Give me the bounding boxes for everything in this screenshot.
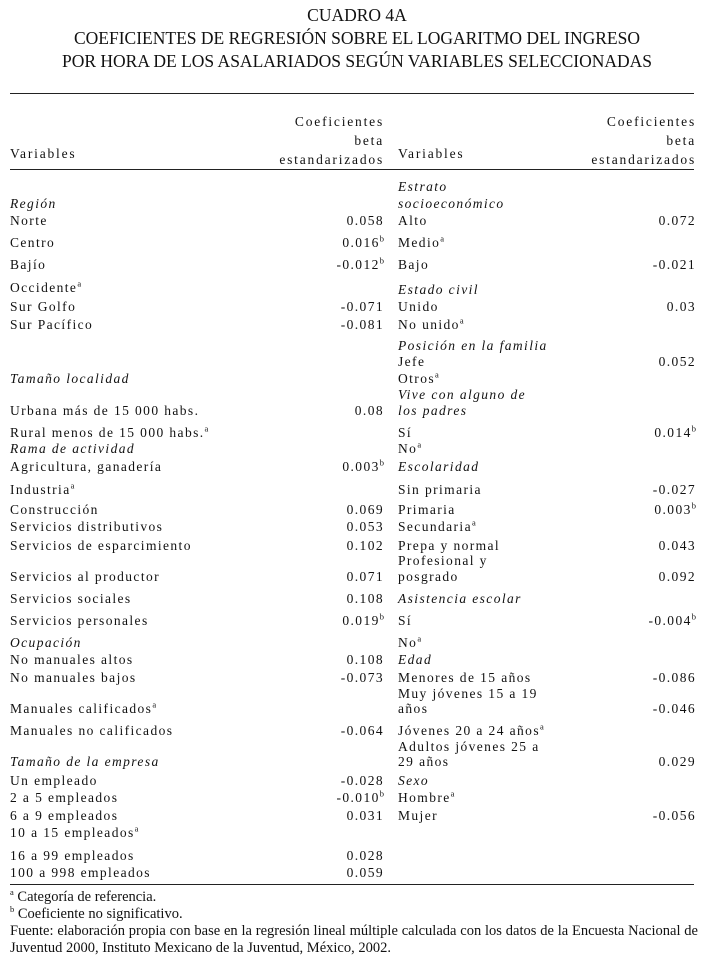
value-text: -0.012 xyxy=(336,257,380,272)
label-text: Rural menos de 15 000 habs. xyxy=(10,425,205,440)
label-text: Hombre xyxy=(398,790,451,805)
value-text: -0.021 xyxy=(652,257,696,272)
variable-label xyxy=(10,590,132,607)
label-text: Tamaño de la empresa xyxy=(10,754,160,769)
coefficient-value xyxy=(341,298,384,315)
coefficient-value xyxy=(654,424,696,441)
label-text: Servicios al productor xyxy=(10,569,161,584)
variable-label xyxy=(10,279,81,296)
variable-label xyxy=(10,481,74,498)
variable-label xyxy=(10,722,173,739)
label-text: Norte xyxy=(10,213,48,228)
variable-label xyxy=(10,669,137,686)
significance-mark: b xyxy=(379,457,384,468)
value-text: 0.08 xyxy=(354,403,384,418)
reference-mark: a xyxy=(417,439,422,450)
label-text: Prepa y normal xyxy=(398,538,501,553)
reference-mark: a xyxy=(459,315,464,326)
label-text: Servicios de esparcimiento xyxy=(10,538,192,553)
value-text: 0.108 xyxy=(346,652,384,667)
reference-mark: a xyxy=(539,721,544,732)
value-text: -0.064 xyxy=(340,723,384,738)
coefficient-value xyxy=(659,353,696,370)
variable-label xyxy=(10,537,192,554)
variable-label xyxy=(398,518,476,535)
variable-label xyxy=(398,370,439,387)
coefficient-value xyxy=(347,518,384,535)
variable-label xyxy=(398,256,429,273)
value-text: 0.03 xyxy=(666,299,696,314)
variable-label xyxy=(10,612,149,629)
value-text: 0.028 xyxy=(346,848,384,863)
label-text: Jóvenes 20 a 24 años xyxy=(398,723,540,738)
coefficient-value xyxy=(653,669,696,686)
coefficient-value xyxy=(347,847,384,864)
value-text: 0.043 xyxy=(658,538,696,553)
variable-label xyxy=(10,807,118,824)
label-text: Construcción xyxy=(10,502,99,517)
reference-mark: a xyxy=(450,788,455,799)
significance-mark: b xyxy=(379,233,384,244)
section-heading xyxy=(398,772,429,789)
variable-label xyxy=(10,651,134,668)
variable-label xyxy=(10,847,135,864)
label-text: No xyxy=(398,635,418,650)
variable-label xyxy=(10,518,163,535)
coefficient-value xyxy=(347,568,384,585)
coefficient-value xyxy=(336,256,384,273)
section-heading xyxy=(398,458,479,475)
header-coef-line1: Coeficientes xyxy=(294,114,384,129)
value-text: 0.053 xyxy=(346,519,384,534)
table-title-line2: COEFICIENTES DE REGRESIÓN SOBRE EL LOGARITMO DEL INGRESO xyxy=(74,28,640,48)
label-text: Sur Golfo xyxy=(10,299,77,314)
value-text: -0.046 xyxy=(652,701,696,716)
reference-mark: a xyxy=(152,699,157,710)
coefficient-value xyxy=(347,501,384,518)
footnote-b xyxy=(10,906,698,923)
variable-label xyxy=(398,298,439,315)
variable-label xyxy=(10,824,138,841)
variable-label xyxy=(10,458,162,475)
label-text: Secundaria xyxy=(398,519,472,534)
coefficient-value xyxy=(342,612,384,629)
coefficient-value xyxy=(659,537,696,554)
variable-label xyxy=(398,552,488,569)
section-heading xyxy=(398,590,522,607)
variable-label xyxy=(398,501,456,518)
coefficient-value xyxy=(347,864,384,881)
variable-label xyxy=(10,316,93,333)
significance-mark: b xyxy=(691,500,696,511)
significance-mark: b xyxy=(691,423,696,434)
variable-label xyxy=(398,481,482,498)
label-text: Sur Pacífico xyxy=(10,317,94,332)
coefficient-value xyxy=(659,753,696,770)
coefficient-value xyxy=(342,458,384,475)
label-text: No manuales altos xyxy=(10,652,134,667)
label-text: 6 a 9 empleados xyxy=(10,808,119,823)
header-coef-left xyxy=(279,112,384,169)
label-text: Edad xyxy=(398,652,433,667)
footnote-b-text: Coeficiente no significativo. xyxy=(14,906,183,922)
variable-label xyxy=(398,700,428,717)
label-text: 10 a 15 empleados xyxy=(10,825,135,840)
label-text: Muy jóvenes 15 a 19 xyxy=(398,686,538,701)
label-text: años xyxy=(398,701,429,716)
value-text: 0.108 xyxy=(346,591,384,606)
variable-label xyxy=(10,424,208,441)
value-text: 0.069 xyxy=(346,502,384,517)
coefficient-value xyxy=(347,590,384,607)
variable-label xyxy=(10,212,48,229)
label-text: Tamaño localidad xyxy=(10,371,130,386)
label-text: Estrato xyxy=(398,179,448,194)
value-text: 0.052 xyxy=(658,354,696,369)
coefficient-value xyxy=(653,700,696,717)
footnote-b-mark: b xyxy=(10,904,15,915)
label-text: los padres xyxy=(398,403,468,418)
reference-mark: a xyxy=(471,517,476,528)
value-text: -0.004 xyxy=(648,613,692,628)
variable-label xyxy=(10,256,46,273)
label-text: Sin primaria xyxy=(398,482,482,497)
label-text: socioeconómico xyxy=(398,196,505,211)
label-text: 29 años xyxy=(398,754,450,769)
footnote-a xyxy=(10,889,698,906)
variable-label xyxy=(398,789,454,806)
value-text: -0.010 xyxy=(336,790,380,805)
label-text: Bajío xyxy=(10,257,47,272)
header-rule xyxy=(10,169,694,170)
coefficient-value xyxy=(341,722,384,739)
label-text: Otros xyxy=(398,371,435,386)
source-note: Fuente: elaboración propia con base en la regresión lineal múltiple calculada con los datos de la Encuesta Nacional de Juventud 2000, Instituto Mexicano de la Juventud, México, 2002. xyxy=(10,923,698,956)
label-text: Sí xyxy=(398,613,413,628)
coefficient-value xyxy=(653,481,696,498)
coefficient-value xyxy=(659,212,696,229)
value-text: 0.058 xyxy=(346,213,384,228)
variable-label xyxy=(398,316,464,333)
coefficient-value xyxy=(667,298,696,315)
table-title-line3: POR HORA DE LOS ASALARIADOS SEGÚN VARIABLES SELECCIONADAS xyxy=(61,51,653,71)
coefficient-value xyxy=(659,568,696,585)
label-text: No unido xyxy=(398,317,460,332)
value-text: -0.081 xyxy=(340,317,384,332)
label-text: Sexo xyxy=(398,773,430,788)
label-text: Región xyxy=(10,196,57,211)
label-text: Agricultura, ganadería xyxy=(10,459,163,474)
coefficient-value xyxy=(342,234,384,251)
variable-label xyxy=(10,864,151,881)
footnote-a-text: Categoría de referencia. xyxy=(13,889,157,905)
variable-label xyxy=(10,700,156,717)
header-variables-left: Variables xyxy=(10,146,77,161)
label-text: Vive con alguno de xyxy=(398,387,527,402)
value-text: 0.014 xyxy=(654,425,692,440)
label-text: Centro xyxy=(10,235,56,250)
coefficient-value xyxy=(648,612,696,629)
label-text: 16 a 99 empleados xyxy=(10,848,135,863)
coefficient-value xyxy=(341,669,384,686)
header-variables-right: Variables xyxy=(398,146,465,161)
significance-mark: b xyxy=(379,255,384,266)
section-heading xyxy=(10,753,160,770)
value-text: -0.073 xyxy=(340,670,384,685)
label-text: Medio xyxy=(398,235,441,250)
label-text: Jefe xyxy=(398,354,426,369)
label-text: No manuales bajos xyxy=(10,670,137,685)
value-text: 0.059 xyxy=(346,865,384,880)
label-text: Servicios sociales xyxy=(10,591,132,606)
header-coef-line2: beta xyxy=(666,133,696,148)
label-text: Servicios personales xyxy=(10,613,149,628)
label-text: Profesional y xyxy=(398,553,488,568)
variable-label xyxy=(10,772,98,789)
section-heading xyxy=(398,178,448,195)
header-coef-line1: Coeficientes xyxy=(606,114,696,129)
label-text: Rama de actividad xyxy=(10,441,136,456)
section-heading xyxy=(10,634,82,651)
reference-mark: a xyxy=(440,233,445,244)
header-coef-line3: estandarizados xyxy=(591,152,696,167)
variable-label xyxy=(398,568,459,585)
variable-label xyxy=(398,353,425,370)
label-text: Estado civil xyxy=(398,282,479,297)
label-text: Posición en la familia xyxy=(398,338,548,353)
variable-label xyxy=(398,669,532,686)
variable-label xyxy=(10,789,118,806)
value-text: -0.086 xyxy=(652,670,696,685)
value-text: -0.056 xyxy=(652,808,696,823)
significance-mark: b xyxy=(691,611,696,622)
coefficient-value xyxy=(341,316,384,333)
variable-label xyxy=(10,501,99,518)
bottom-rule xyxy=(10,884,694,885)
variable-label xyxy=(398,612,412,629)
variable-label xyxy=(398,807,438,824)
section-heading xyxy=(398,337,548,354)
variable-label xyxy=(398,722,544,739)
variable-label xyxy=(10,234,55,251)
variable-label xyxy=(10,298,76,315)
variable-label xyxy=(398,212,428,229)
label-text: Sí xyxy=(398,425,413,440)
label-text: Asistencia escolar xyxy=(398,591,522,606)
section-heading xyxy=(10,370,130,387)
section-heading xyxy=(398,386,526,403)
section-heading xyxy=(10,195,57,212)
variable-label xyxy=(398,234,444,251)
coefficient-value xyxy=(654,501,696,518)
section-heading xyxy=(10,440,135,457)
reference-mark: a xyxy=(435,369,439,380)
label-text: 100 a 998 empleados xyxy=(10,865,151,880)
reference-mark: a xyxy=(417,633,422,644)
label-text: No xyxy=(398,441,418,456)
label-text: Alto xyxy=(398,213,428,228)
header-coef-right xyxy=(591,112,696,169)
header-coef-line2: beta xyxy=(354,133,384,148)
reference-mark: a xyxy=(70,480,75,491)
label-text: Occidente xyxy=(10,280,78,295)
variable-label xyxy=(398,634,421,651)
coefficient-value xyxy=(347,212,384,229)
value-text: 0.072 xyxy=(658,213,696,228)
variable-label xyxy=(10,402,199,419)
label-text: Primaria xyxy=(398,502,456,517)
reference-mark: a xyxy=(134,823,139,834)
section-heading xyxy=(398,281,479,298)
significance-mark: b xyxy=(379,611,384,622)
value-text: 0.031 xyxy=(346,808,384,823)
coefficient-value xyxy=(653,807,696,824)
coefficient-value xyxy=(347,537,384,554)
label-text: Mujer xyxy=(398,808,438,823)
label-text: Menores de 15 años xyxy=(398,670,532,685)
reference-mark: a xyxy=(77,278,82,289)
reference-mark: a xyxy=(204,423,209,434)
label-text: Ocupación xyxy=(10,635,82,650)
section-heading xyxy=(398,651,432,668)
variable-label xyxy=(398,753,449,770)
value-text: 0.071 xyxy=(346,569,384,584)
variable-label xyxy=(398,424,412,441)
coefficient-value xyxy=(653,256,696,273)
section-heading xyxy=(398,195,505,212)
coefficient-value xyxy=(355,402,384,419)
coefficient-value xyxy=(336,789,384,806)
top-rule xyxy=(10,93,694,94)
value-text: -0.028 xyxy=(340,773,384,788)
label-text: Manuales calificados xyxy=(10,701,153,716)
label-text: Industria xyxy=(10,482,71,497)
footnote-a-mark: a xyxy=(10,887,14,898)
value-text: -0.071 xyxy=(340,299,384,314)
value-text: 0.029 xyxy=(658,754,696,769)
header-coef-line3: estandarizados xyxy=(279,152,384,167)
label-text: Unido xyxy=(398,299,439,314)
value-text: 0.016 xyxy=(342,235,380,250)
coefficient-value xyxy=(347,651,384,668)
value-text: 0.003 xyxy=(342,459,380,474)
value-text: -0.027 xyxy=(652,482,696,497)
label-text: Urbana más de 15 000 habs. xyxy=(10,403,200,418)
variable-label xyxy=(398,440,421,457)
label-text: posgrado xyxy=(398,569,459,584)
label-text: Un empleado xyxy=(10,773,98,788)
significance-mark: b xyxy=(379,788,384,799)
variable-label xyxy=(10,568,160,585)
label-text: Adultos jóvenes 25 a xyxy=(398,739,540,754)
label-text: Servicios distributivos xyxy=(10,519,164,534)
coefficient-value xyxy=(347,807,384,824)
label-text: Escolaridad xyxy=(398,459,480,474)
value-text: 0.102 xyxy=(346,538,384,553)
label-text: 2 a 5 empleados xyxy=(10,790,119,805)
value-text: 0.019 xyxy=(342,613,380,628)
table-title-line1: CUADRO 4A xyxy=(307,5,407,25)
coefficient-value xyxy=(341,772,384,789)
label-text: Manuales no calificados xyxy=(10,723,174,738)
value-text: 0.003 xyxy=(654,502,692,517)
value-text: 0.092 xyxy=(658,569,696,584)
section-heading xyxy=(398,402,467,419)
label-text: Bajo xyxy=(398,257,430,272)
